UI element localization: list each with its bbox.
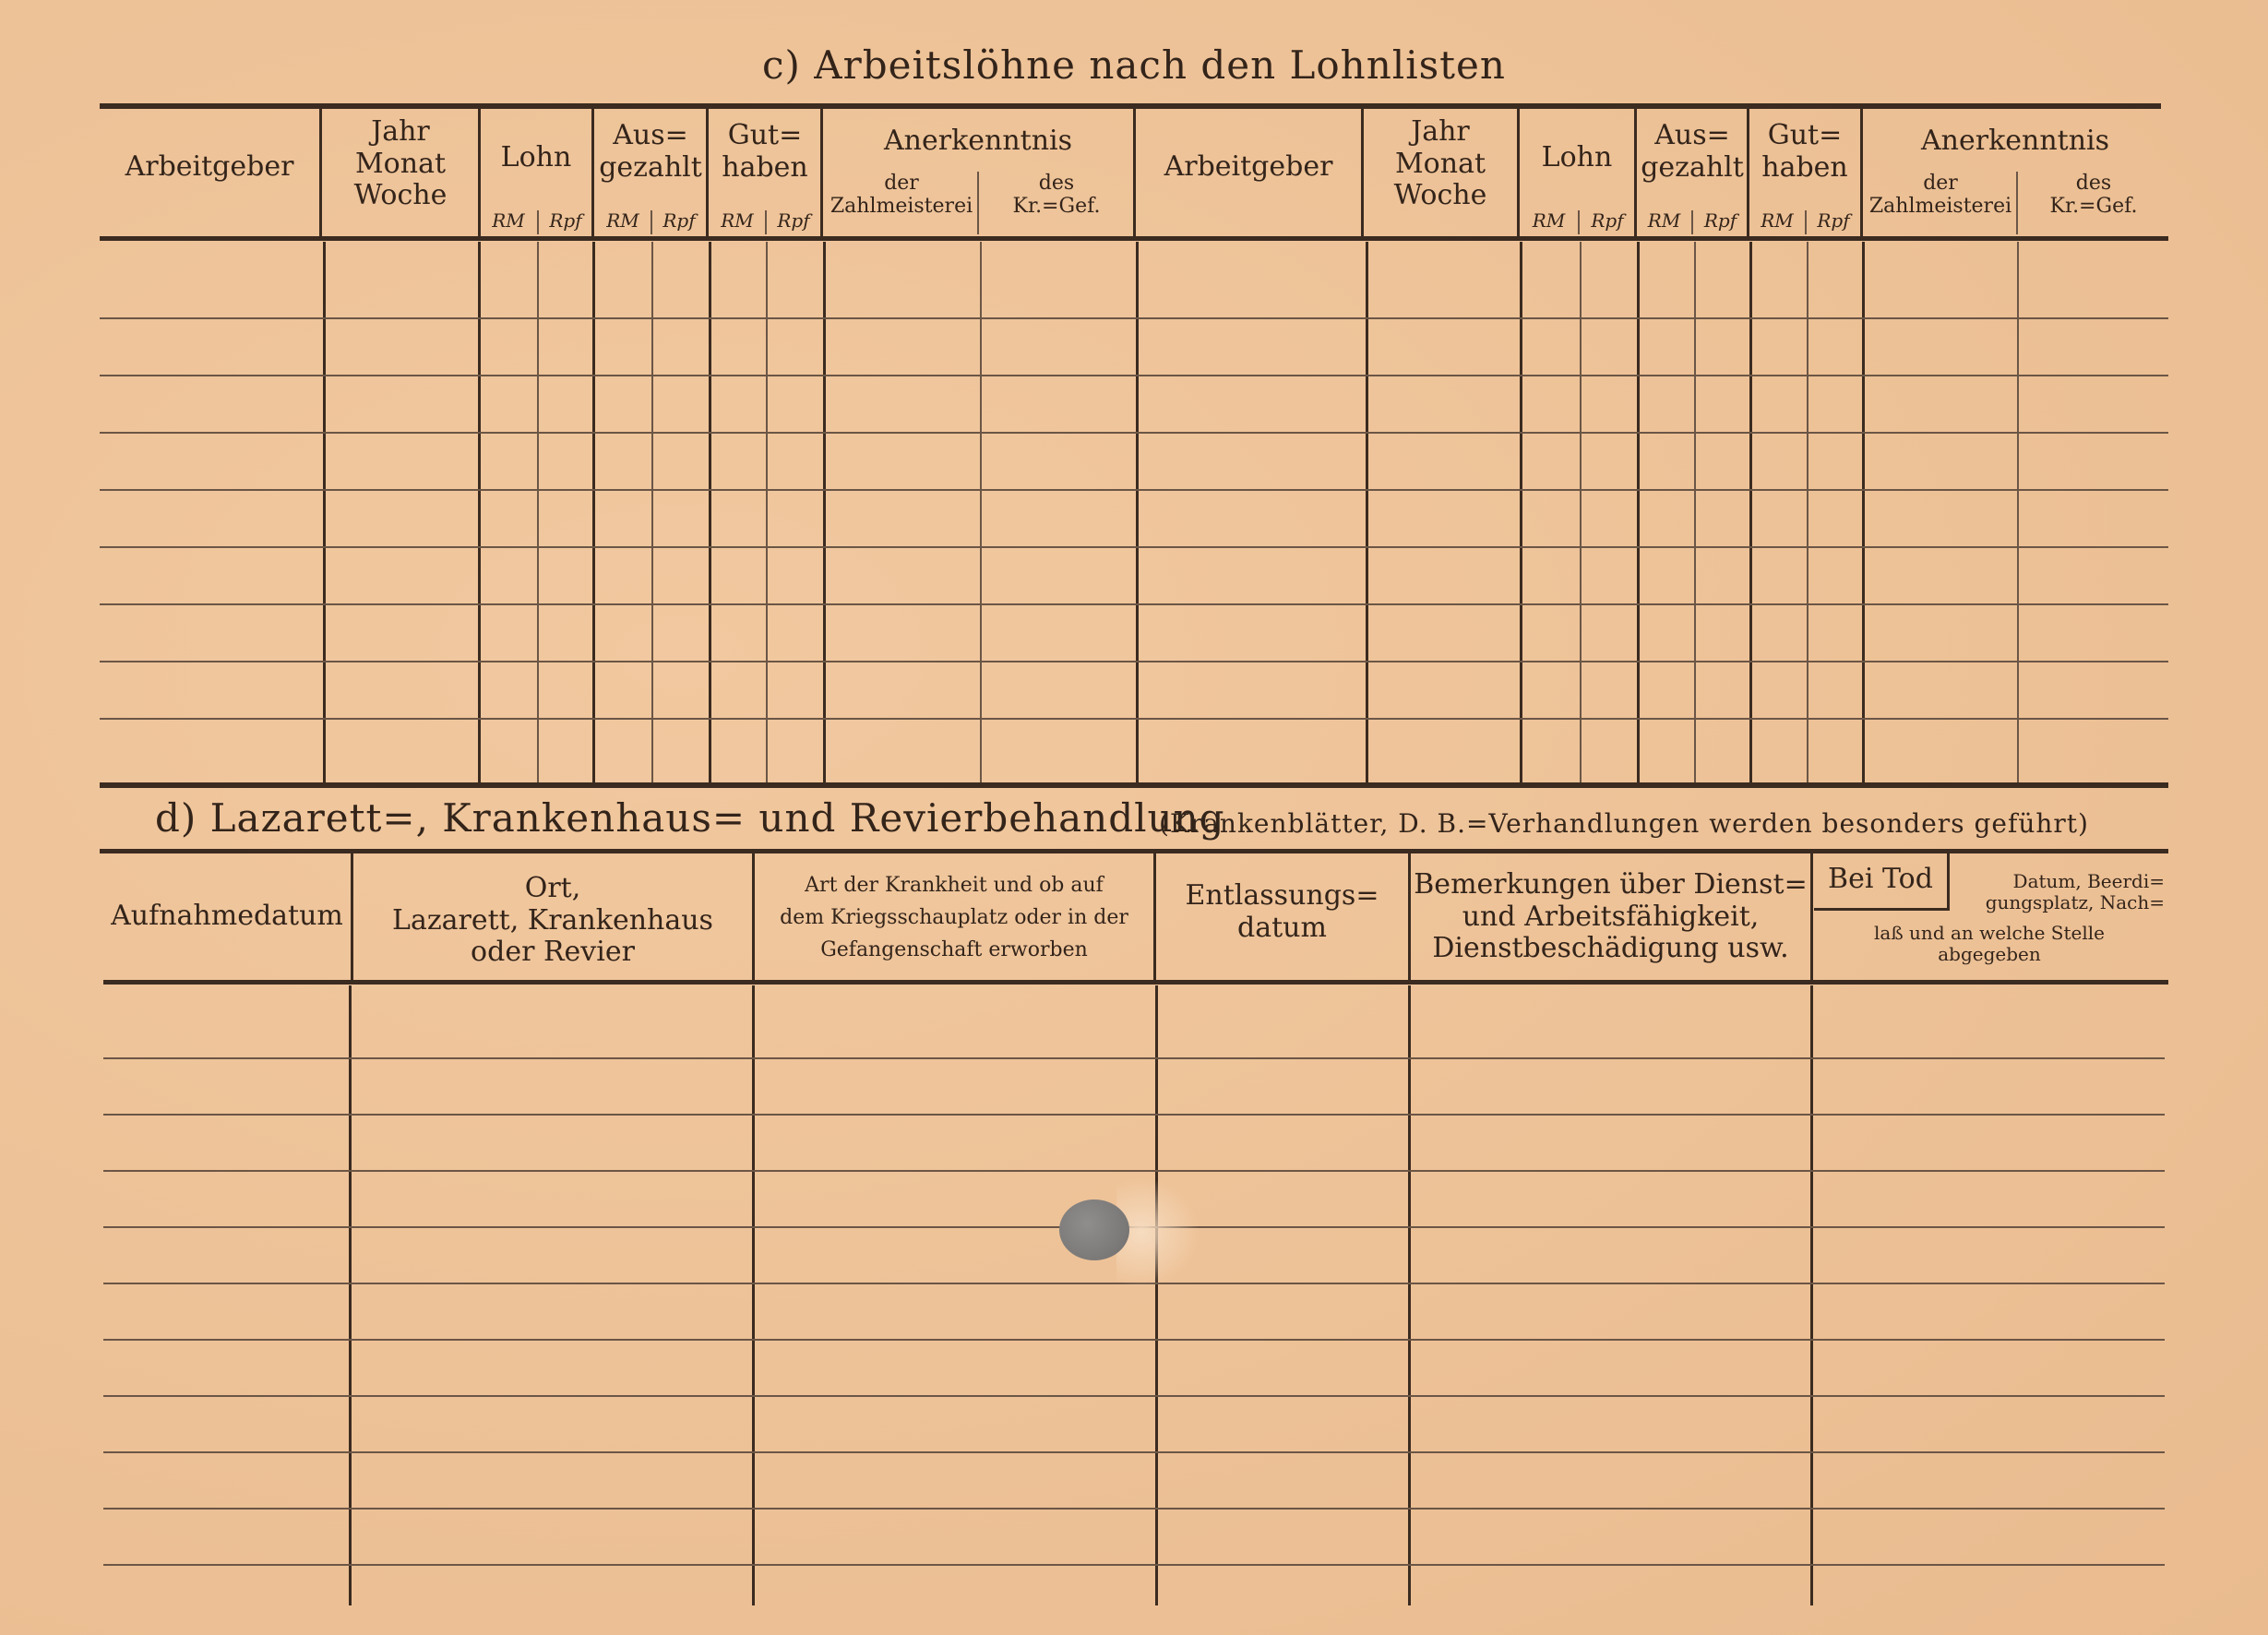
header-guthaben: Gut= haben: [722, 119, 808, 184]
header-jahr-2: Jahr Monat Woche: [1393, 115, 1487, 211]
table-d-header-rule: [103, 980, 2168, 985]
header-lohn-2: Lohn: [1541, 141, 1613, 173]
table-c-bottom-rule: [100, 782, 2168, 788]
header-aufnahmedatum: Aufnahmedatum: [111, 900, 343, 932]
header-ort: Ort, Lazarett, Krankenhaus oder Revier: [392, 872, 713, 968]
header-bemerkungen: Bemerkungen über Dienst= und Arbeitsfähigkeit, Dienstbeschädigung usw.: [1414, 868, 1808, 964]
punch-hole: [1059, 1199, 1129, 1260]
section-d-note: (Krankenblätter, D. B.=Verhandlungen werden besonders geführt): [1159, 808, 2089, 839]
header-entlassungsdatum: Entlassungs= datum: [1185, 879, 1379, 944]
header-ausgezahlt-2: Aus= gezahlt: [1641, 119, 1744, 184]
table-d-top-rule: [100, 849, 2168, 853]
table-c-top-rule: [100, 103, 2161, 109]
header-anerkenntnis: Anerkenntnis: [883, 125, 1073, 157]
header-ausgezahlt: Aus= gezahlt: [599, 119, 702, 184]
header-art-krankheit: Art der Krankheit und ob auf dem Kriegsschauplatz oder in der Gefangenschaft erworben: [780, 874, 1128, 962]
header-guthaben-2: Gut= haben: [1761, 119, 1848, 184]
section-d-title: d) Lazarett=, Krankenhaus= und Revierbehandlung: [155, 795, 1225, 841]
form-card: c) Arbeitslöhne nach den Lohnlisten Arbeitgeber Jahr Monat Woche Lohn Aus= gezahlt Gut= haben RM Rpf RM Rpf RM Rpf Anerkenntnis der Zahlmeisterei des Kr.=Gef. Arbeitgeber Jahr Monat Woche Lohn Aus= gezahlt Gut= haben RM Rpf RM Rpf RM Rpf Anerkenntnis der Zahlmeisterei des Kr.=Gef. d) Lazarett=, Krankenhaus= und Revierbehandlung (Krankenblätter, D. B.=Verhandlungen werden besonders geführt) Aufnahmedatum Ort, Lazarett, Krankenhaus oder Revier Art der Krankheit und ob auf dem Kriegsschauplatz oder in der Gefangenschaft erworben Entlassungs= datum Bemerkungen über Dienst= und Arbeitsfähigkeit, Dienstbeschädigung usw. Bei Tod Datum, Beerdi= gungsplatz, Nach= laß und an welche Stelle abgegeben: [0, 0, 2268, 1635]
table-c-header-rule: [100, 236, 2168, 241]
header-bei-tod: Bei Tod: [1828, 863, 1933, 895]
section-c-title: c) Arbeitslöhne nach den Lohnlisten: [762, 42, 1506, 88]
header-arbeitgeber-2: Arbeitgeber: [1164, 150, 1333, 183]
header-lohn: Lohn: [500, 141, 572, 173]
header-arbeitgeber: Arbeitgeber: [125, 150, 294, 183]
header-jahr: Jahr Monat Woche: [353, 115, 448, 211]
header-anerkenntnis-2: Anerkenntnis: [1920, 125, 2110, 157]
header-datum-beerdigung: Datum, Beerdi= gungsplatz, Nach=: [1985, 870, 2165, 913]
